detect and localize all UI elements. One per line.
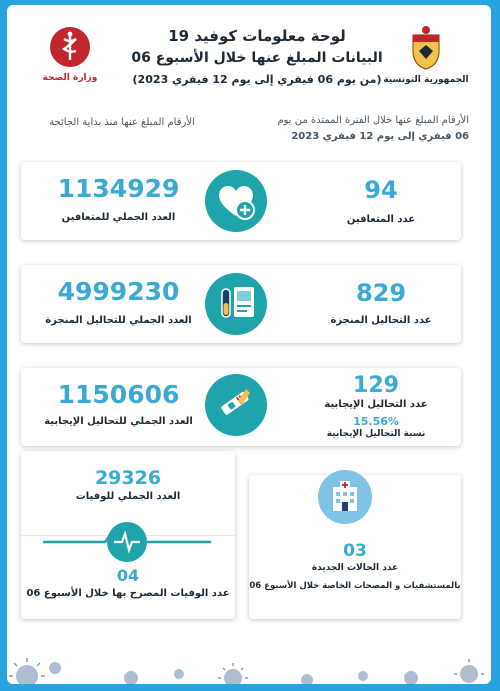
heartbeat-icon-badge <box>107 522 147 562</box>
republic-logo <box>381 25 471 85</box>
hospital-new-value: 03 <box>343 541 367 561</box>
republic-name: الجمهورية التونسية <box>383 75 469 85</box>
recovered-week-value: 94 <box>364 176 398 204</box>
ministry-emblem-icon <box>48 25 92 69</box>
tests-week-label: عدد التحاليل المنجزة <box>330 315 432 326</box>
positive-icon-badge <box>205 374 267 436</box>
recovered-icon-badge <box>205 170 267 232</box>
weekly-caption-dates: 06 فيفري إلى يوم 12 فيفري 2023 <box>291 131 469 142</box>
positivity-rate-value: 15.56% <box>353 415 399 428</box>
weekly-caption <box>244 113 469 145</box>
tests-total-value: 4999230 <box>57 277 180 306</box>
hospital-new-sublabel: بالمستشفيات و المصحات الخاصة خلال الأسبوع 06 <box>249 581 461 591</box>
positive-week-value: 129 <box>353 373 399 398</box>
hospital-new-label: عدد الحالات الجديدة <box>311 563 399 573</box>
recovered-total-label: العدد الجملي للمتعافين <box>61 212 176 223</box>
pulse-icon <box>107 522 147 562</box>
heart-plus-icon <box>205 170 267 232</box>
tests-icon-badge <box>205 273 267 335</box>
tests-total-label: العدد الجملي للتحاليل المنجزة <box>45 315 192 326</box>
deaths-week-label: عدد الوفيات المصرح بها خلال الأسبوع 06 <box>26 588 230 599</box>
positive-total-label: العدد الجملي للتحاليل الإيجابية <box>44 416 193 427</box>
ministry-name: وزارة الصحة <box>42 73 98 83</box>
dashboard-sheet <box>7 5 491 684</box>
tunisia-coat-of-arms-icon <box>409 25 443 71</box>
page-title: لوحة معلومات كوفيد 19 <box>168 27 346 45</box>
ministry-logo <box>35 25 105 83</box>
recovered-total-value: 1134929 <box>57 174 180 203</box>
deaths-total-value: 29326 <box>94 467 162 489</box>
hospital-building-icon <box>318 470 372 524</box>
rapid-test-icon <box>205 374 267 436</box>
recovered-week-label: عدد المتعافين <box>346 214 416 225</box>
deaths-total-label: العدد الجملي للوفيات <box>75 491 181 502</box>
positive-week-label: عدد التحاليل الإيجابية <box>324 399 428 410</box>
deaths-week-value: 04 <box>116 566 140 585</box>
cumulative-caption: الأرقام المبلغ عنها منذ بداية الجائحة <box>49 117 195 128</box>
hospital-icon-badge <box>318 470 372 524</box>
weekly-caption-line1: الأرقام المبلغ عنها خلال الفترة الممتدة من يوم <box>277 115 469 126</box>
positive-total-value: 1150606 <box>57 380 180 409</box>
tests-week-value: 829 <box>355 279 407 307</box>
virus-decoration-icon <box>7 638 491 684</box>
reporting-period: (من يوم 06 فيفري إلى يوم 12 فيفري 2023) <box>132 73 382 86</box>
page-subtitle: البيانات المبلغ عنها خلال الأسبوع 06 <box>131 50 383 66</box>
lab-test-icon <box>205 273 267 335</box>
positivity-rate-label: نسبة التحاليل الإيجابية <box>326 429 426 439</box>
